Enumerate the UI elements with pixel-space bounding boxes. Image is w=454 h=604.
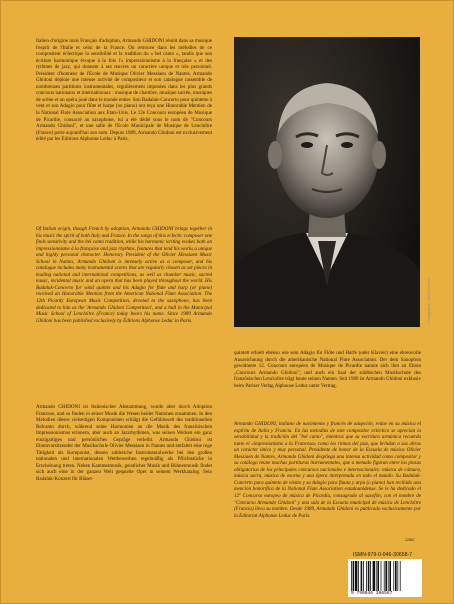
biography-french: Italien d'origine mais Français d'adoption, Armando GHIDONI réunit dans sa musique l'esprit de l'Italie et celui de la France. On retrouve dans les mélodies de ce compositeur éclectique la sensibilité et la tradition du « bel canto », tandis que son écriture harmonique évoque à la fois l'« impressionnisme à la française » et des rythmes de jazz, qui donnent à ses œuvres un caractère unique et très personnel. Président d'honneur de l'Ecole de Musique Olivier Messiaen de Nantes, Armando Ghidoni déploie une intense activité de compositeur et son catalogue rassemble de nombreuses partitions instrumentales, régulièrement imposées dans les plus grands concours nationaux et internationaux : musique de chambre, musique sacrée, musiques de scène et un opéra joué dans le monde entier. Son Badaluk-Concerto pour quintette à vent et son Adagio pour flûte et harpe (ou piano) ont reçu une Honorable Mention de la National Flute Association aux Etats-Unis. Le 12e Concours européen de Musique de Picardie, consacré au saxophone, lui a été dédié sous le nom de "Concours Armando Ghidoni", et une salle de l'Ecole Municipale de Musique de Lencloître (France) porte aujourd'hui son nom. Depuis 1989, Armando Ghidoni est exclusivement édité par les Editions Alphonse Leduc à Paris. [36, 38, 212, 143]
composer-portrait [234, 37, 420, 327]
barcode-digits: 9 790046 306587 [351, 591, 393, 596]
biography-english: Of Italian origin, though French by adoption, Armando GHIDONI brings together in his music the spirit of both Italy and France. In the songs of this eclectic composer one finds sensitivity and the bel canto tradition, while his harmonic writing evokes both an impressionnisme à la française and jazz rhythms, features that lend his works a unique and highly personal character. Honorary President of the Olivier Messiaen Music School in Nantes, Armando Ghidoni is intensely active as a composer, and his catalogue includes many instrumental scores that are regularly chosen as set pieces in leading national and international competitions, as well as chamber music, sacred music, incidental music and an opera that has been played throughout the world. His Badaluk-Concerto for wind quintet and his Adagio for flute and harp (or piano) received an Honorable Mention from the American National Flute Association. The 12th Picardy European Music Competition, devoted to the saxophone, has been dedicated to him as the 'Armando Ghidoni Competition', and a hall in the Municipal Music School of Lencloître (France) today bears his name. Since 1989 Armando Ghidoni has been published exclusively by Éditions Alphonse Leduc in Paris. [36, 226, 212, 324]
ismn-number: ISMN-979-0-046-30658-7 [353, 552, 413, 558]
biography-spanish: Armando GHIDONI, italiano de nacimiento y francés de adopción, reúne en su música el espíritu de Italia y Francia. En las melodías de este compositor ecléctico se aprecian la sensibilidad y la tradición del "bel canto", mientras que su escritura armónica recuerda tanto el «impresionismo a la Francesa» como los ritmos del jazz, que brindan a sus obras un carácter único y muy personal. Presidente de honor de la Escuela de música Olivier Messiaen de Nantes, Armando Ghidoni despliega una intensa actividad como compositor y su catálogo reúne muchas partituras instrumentales, que a menudo figuran entre las piezas obligatorias de los principales concursos nacionales e internacionales: música de cámara, música sacra, música de escena y una ópera interpretada en todo el mundo. Su Badaluk-Concerto para quinteto de viento y su Adagio para flauta y arpa (o piano) han recibido una mención honorífica de la National Flute Association estadounidense. Se le ha dedicado el 12º Concurso europeo de música de Picardía, consagrado al saxofón, con el nombre de "Concurso Armando Ghidoni" y una sala de la Escuela municipal de música de Lencloître (Francia) lleva su nombre. Desde 1989, Armando Ghidoni es publicado exclusivamente por la Editorial Alphonse Leduc de París. [234, 421, 421, 519]
biography-german-part2: quintett erhielt ebenso wie sein Adagio für Flöte und Harfe (oder Klavier) eine ehrenvolle Auszeichnung durch die amerikanische National Flute Association. Der dem Saxophon gewidmete 12. Concours européen de Musique de Picardie nannte sich ihm zu Ehren „Concours Armando Ghidoni", und auch ein Saal der städtischen Musikschule des französischen Lencloître trägt heute seinen Namen. Seit 1989 ist Armando Ghidoni exklusiv beim Pariser Verlag Alphonse Leduc unter Vertrag. [234, 350, 421, 389]
portrait-illustration [234, 37, 420, 327]
catalogue-code: 12867 [405, 538, 415, 542]
biography-german-part1: Armando GHIDONI ist Italienischer Abstammung, wurde aber durch Adoption Franzose, und so finden in seiner Musik die Wesen beider Nationen zusammen. In den Melodien dieses vielseitigen Komponisten schlägt die Gefühlswelt des traditionellen Belcanto durch, während seine Harmonien an die Musik des französischen Impressionismus erinnern, aber auch an Jazzrhythmen, was seinen Werken ein ganz einzigartiges und persönliches Gepräge verleiht. Armando Ghidoni ist Ehrenvorsitzender der Musikschule Olivier Messiaen in Nantes und entfaltet eine rege Tätigkeit als Komponist, dessen zahlreiche Instrumentalwerke bei den großen nationalen und internationalen Wettbewerben regelmäßig als Pflichtstücke in Erscheinung treten. Neben Kammermusik, geistlicher Musik und Bühnenmusik findet sich auch eine in der ganzen Welt gespielte Oper in seinem Werkkatalog. Sein Badaluk-Konzert für Bläser- [36, 404, 212, 483]
photo-credit: Photographie : Michel Cécilien [427, 278, 431, 323]
